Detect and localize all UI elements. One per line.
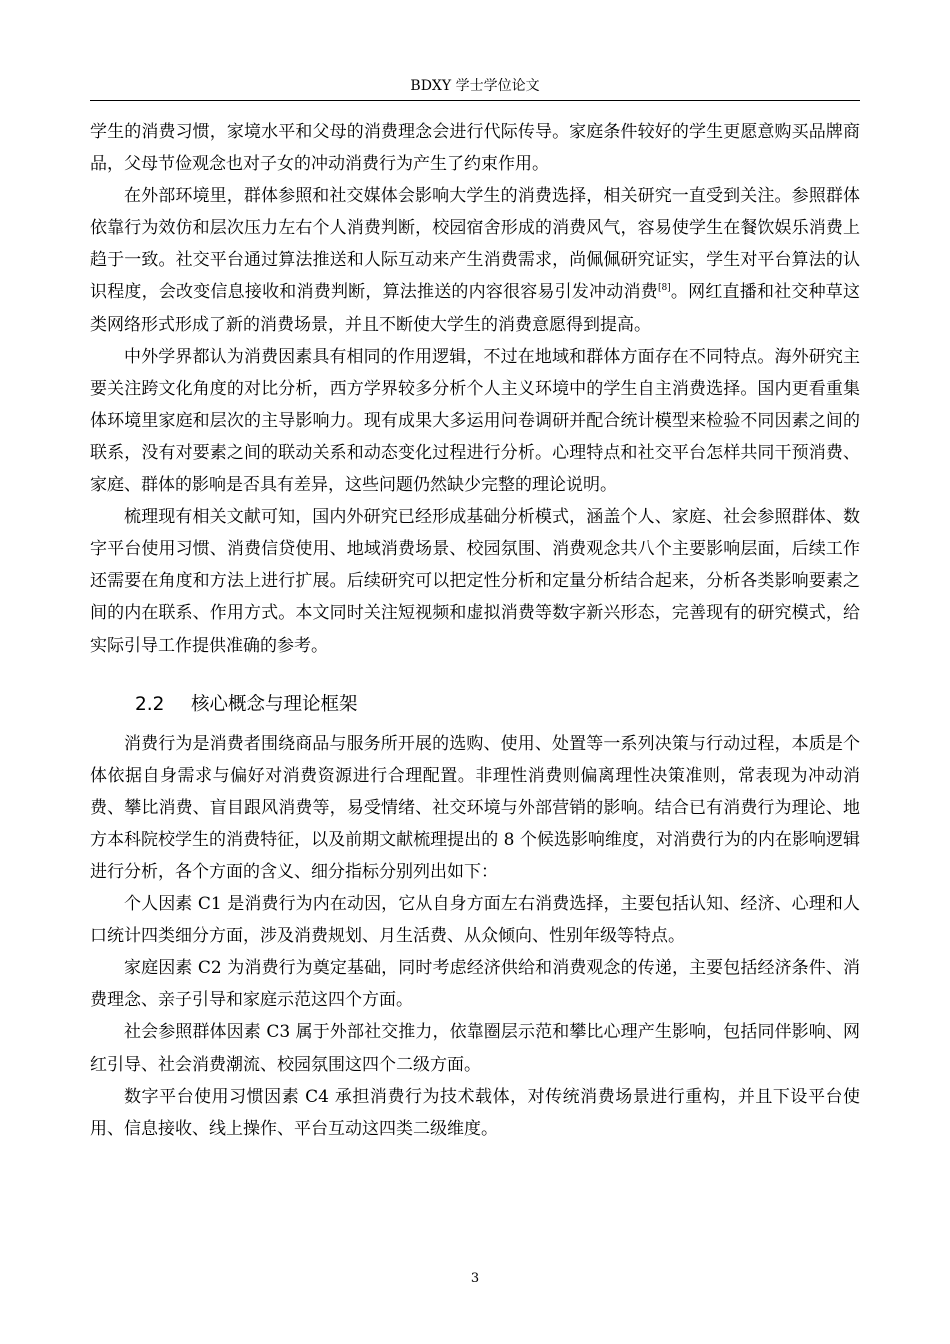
header-rule [90, 100, 860, 101]
paragraph-external-environment-tail: 。网红直播和社交种草这类网络形式形成了新的消费场景，并且不断使大学生的消费意愿得到提高。 [90, 282, 860, 335]
paragraph-factor-c3: 社会参照群体因素 C3 属于外部社交推力，依靠圈层示范和攀比心理产生影响，包括同伴影响、网红引导、社会消费潮流、校园氛围这四个二级方面。 [90, 1022, 860, 1075]
paragraph-external-environment [90, 180, 860, 340]
citation-ref: [8] [657, 283, 671, 294]
section-heading [90, 688, 860, 722]
paragraph-factor-c1: 个人因素 C1 是消费行为内在动因，它从自身方面左右消费选择，主要包括认知、经济、心理和人口统计四类细分方面，涉及消费规划、月生活费、从众倾向、性别年级等特点。 [90, 894, 860, 947]
paragraph-factor-c2: 家庭因素 C2 为消费行为奠定基础，同时考虑经济供给和消费观念的传递，主要包括经济条件、消费理念、亲子引导和家庭示范这四个方面。 [90, 958, 860, 1011]
running-header: BDXY 学士学位论文 [410, 78, 540, 94]
paragraph-external-environment-text: 在外部环境里，群体参照和社交媒体会影响大学生的消费选择，相关研究一直受到关注。参照群体依靠行为效仿和层次压力左右个人消费判断，校园宿舍形成的消费风气，容易使学生在餐饮娱乐消费上趋于一致。社交平台通过算法推送和人际互动来产生消费需求，尚佩佩研究证实，学生对平台算法的认识程度，会改变信息接收和消费判断，算法推送的内容很容易引发冲动消费 [90, 186, 860, 303]
paragraph-consumption-behavior: 消费行为是消费者围绕商品与服务所开展的选购、使用、处置等一系列决策与行动过程，本质是个体依据自身需求与偏好对消费资源进行合理配置。非理性消费则偏离理性决策准则，常表现为冲动消费、攀比消费、盲目跟风消费等，易受情绪、社交环境与外部营销的影响。结合已有消费行为理论、地方本科院校学生的消费特征，以及前期文献梳理提出的 8 个候选影响维度，对消费行为的内在影响逻辑进行分析，各个方面的含义、细分指标分别列出如下： [90, 733, 860, 882]
page-body [90, 116, 860, 1145]
paragraph-domestic-foreign: 中外学界都认为消费因素具有相同的作用逻辑，不过在地域和群体方面存在不同特点。海外研究主要关注跨文化角度的对比分析，西方学界较多分析个人主义环境中的学生自主消费选择。国内更看重集体环境里家庭和层次的主导影响力。现有成果大多运用问卷调研并配合统计模型来检验不同因素之间的联系，没有对要素之间的联动关系和动态变化过程进行分析。心理特点和社交平台怎样共同干预消费、家庭、群体的影响是否具有差异，这些问题仍然缺少完整的理论说明。 [90, 346, 860, 496]
section-title: 核心概念与理论框架 [191, 693, 358, 715]
section-number: 2.2 [135, 693, 165, 715]
paragraph-literature-summary: 梳理现有相关文献可知，国内外研究已经形成基础分析模式，涵盖个人、家庭、社会参照群体、数字平台使用习惯、消费信贷使用、地域消费场景、校园氛围、消费观念共八个主要影响层面，后续工作还需要在角度和方法上进行扩展。后续研究可以把定性分析和定量分析结合起来，分析各类影响要素之间的内在联系、作用方式。本文同时关注短视频和虚拟消费等数字新兴形态，完善现有的研究模式，给实际引导工作提供准确的参考。 [90, 507, 860, 656]
paragraph-factor-c4: 数字平台使用习惯因素 C4 承担消费行为技术载体，对传统消费场景进行重构，并且下设平台使用、信息接收、线上操作、平台互动这四类二级维度。 [90, 1086, 860, 1139]
page-number: 3 [470, 1271, 480, 1286]
paragraph-continued: 学生的消费习惯，家境水平和父母的消费理念会进行代际传导。家庭条件较好的学生更愿意购买品牌商品，父母节俭观念也对子女的冲动消费行为产生了约束作用。 [90, 122, 860, 175]
